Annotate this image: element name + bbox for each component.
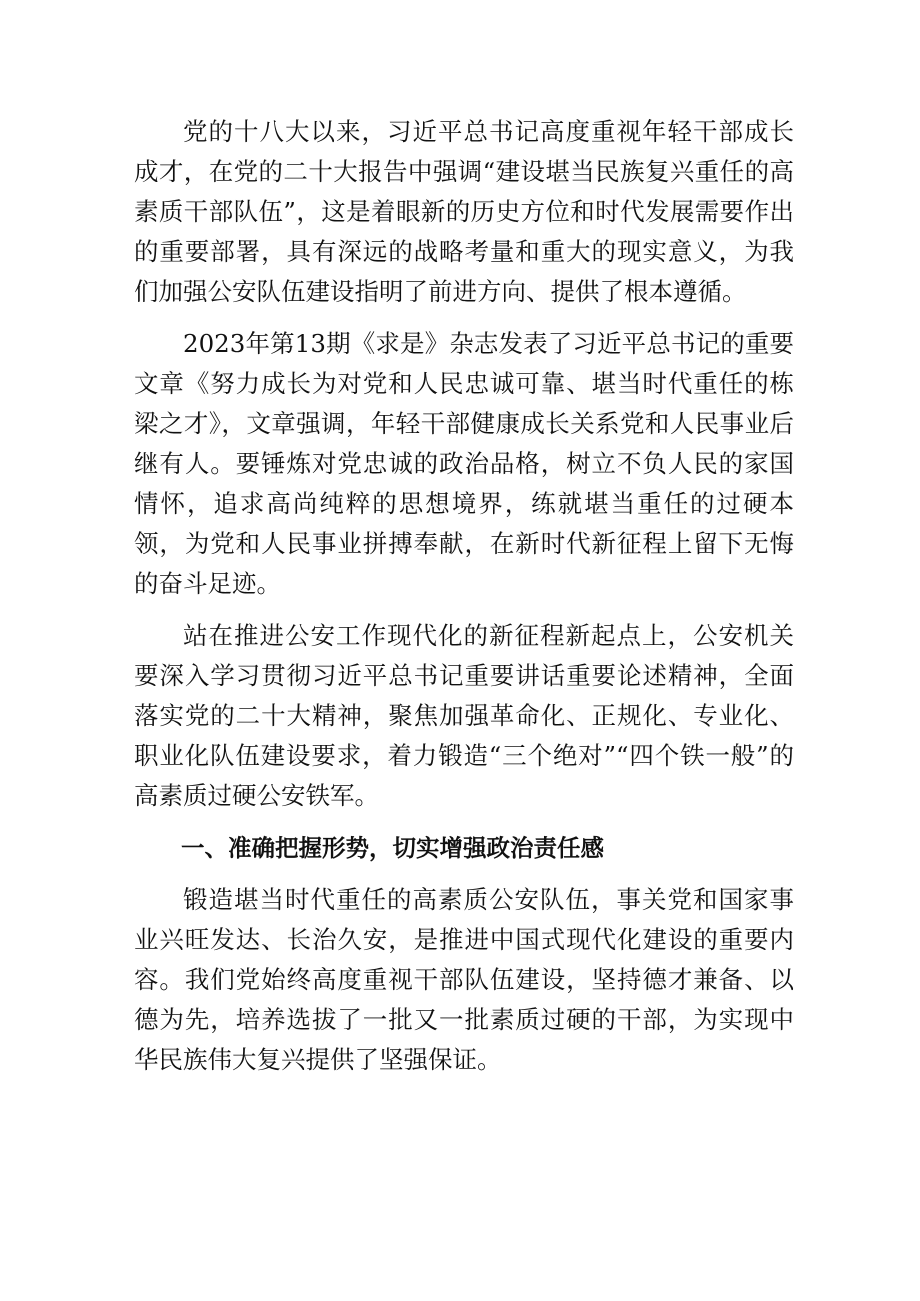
- paragraph-section-one: 锻造堪当时代重任的高素质公安队伍，事关党和国家事业兴旺发达、长治久安，是推进中国式现代化建设的重要内容。我们党始终高度重视干部队伍建设，坚持德才兼备、以德为先，培养选拔了一批又一批素质过硬的干部，为实现中华民族伟大复兴提供了坚强保证。: [134, 885, 794, 1074]
- section-heading: 一、准确把握形势，切实增强政治责任感: [181, 834, 604, 862]
- paragraph-qiushi-article: 2023年第13期《求是》杂志发表了习近平总书记的重要文章《努力成长为对党和人民忠诚可靠、堪当时代重任的栋梁之才》，文章强调，年轻干部健康成长关系党和人民事业后继有人。要锤炼对党忠诚的政治品格，树立不负人民的家国情怀，追求高尚纯粹的思想境界，练就堪当重任的过硬本领，为党和人民事业拼搏奉献，在新时代新征程上留下无悔的奋斗足迹。: [134, 329, 794, 598]
- paragraph-new-journey: 站在推进公安工作现代化的新征程新起点上，公安机关要深入学习贯彻习近平总书记重要讲话重要论述精神，全面落实党的二十大精神，聚焦加强革命化、正规化、专业化、职业化队伍建设要求，着力锻造“三个绝对”“四个铁一般”的高素质过硬公安铁军。: [134, 621, 794, 810]
- paragraph-intro: 党的十八大以来，习近平总书记高度重视年轻干部成长成才，在党的二十大报告中强调“建设堪当民族复兴重任的高素质干部队伍”，这是着眼新的历史方位和时代发展需要作出的重要部署，具有深远的战略考量和重大的现实意义，为我们加强公安队伍建设指明了前进方向、提供了根本遵循。: [134, 117, 794, 306]
- document-body: [134, 112, 794, 1092]
